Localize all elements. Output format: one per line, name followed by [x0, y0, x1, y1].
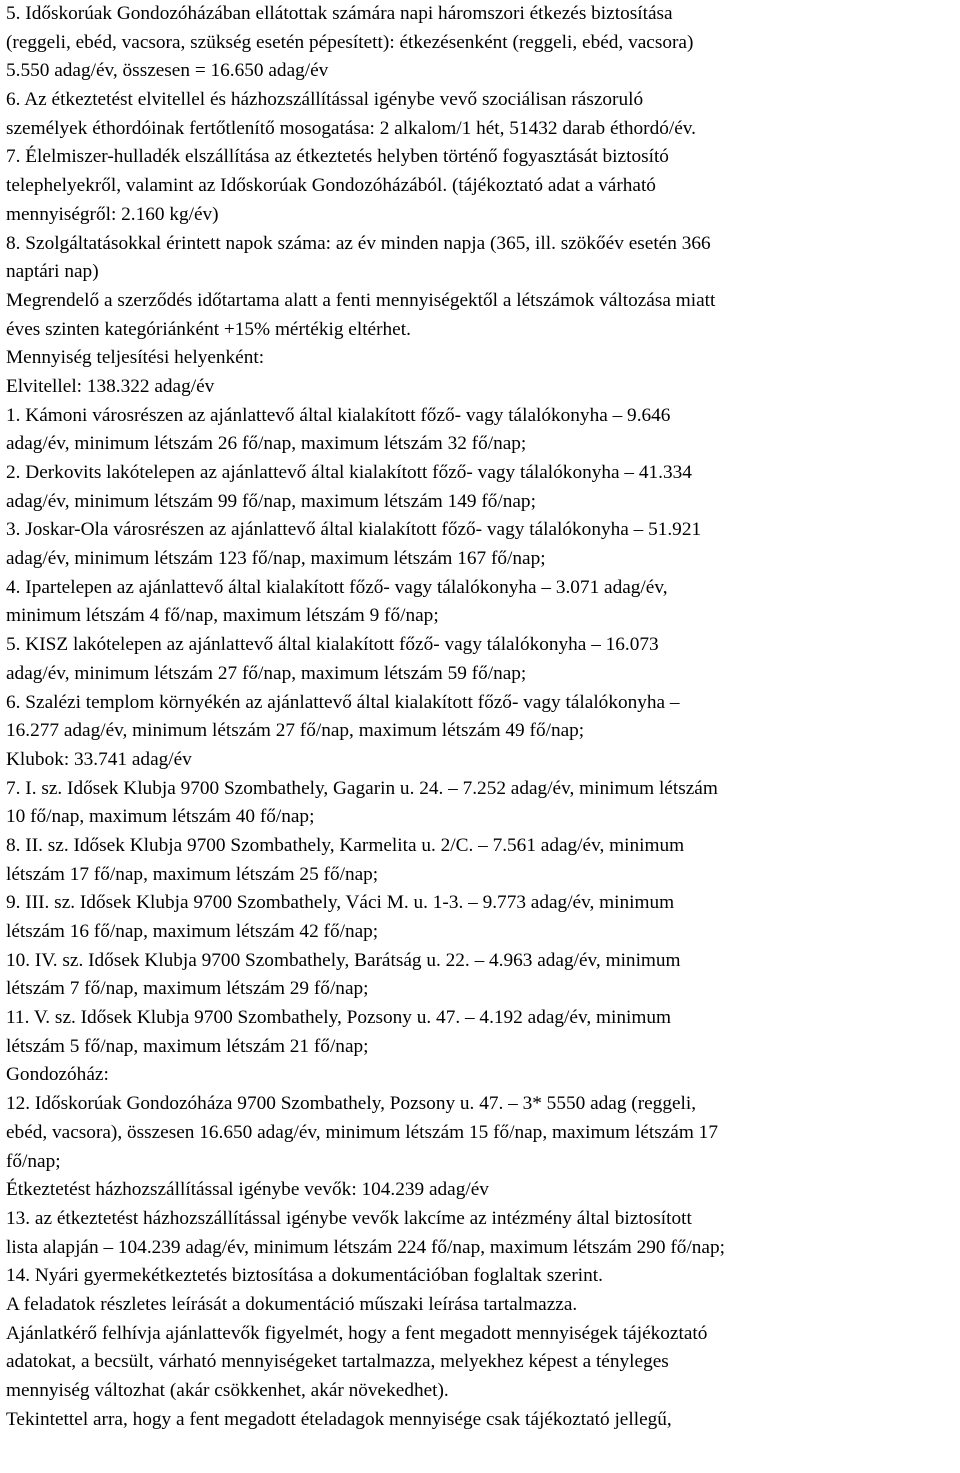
text-line: 6. Szalézi templom környékén az ajánlattevő által kialakított főző- vagy tálalókonyha – [6, 691, 680, 713]
text-line: létszám 17 fő/nap, maximum létszám 25 fő/nap; [6, 863, 379, 885]
text-line: fő/nap; [6, 1150, 61, 1172]
text-line: 3. Joskar-Ola városrészen az ajánlattevő által kialakított főző- vagy tálalókonyha – 51.921 [6, 519, 702, 541]
text-line: 4. Ipartelepen az ajánlattevő által kialakított főző- vagy tálalókonyha – 3.071 adag/év, [6, 576, 668, 598]
text-line: létszám 5 fő/nap, maximum létszám 21 fő/nap; [6, 1035, 369, 1057]
text-line: 14. Nyári gyermekétkeztetés biztosítása a dokumentációban foglaltak szerint. [6, 1265, 603, 1287]
text-line: éves szinten kategóriánként +15% mértékig eltérhet. [6, 318, 411, 340]
text-line: 6. Az étkeztetést elvitellel és házhozszállítással igénybe vevő szociálisan rászoruló [6, 89, 644, 111]
text-line: Mennyiség teljesítési helyenként: [6, 347, 265, 369]
text-line: 11. V. sz. Idősek Klubja 9700 Szombathely, Pozsony u. 47. – 4.192 adag/év, minimum [6, 1007, 671, 1029]
text-line: 16.277 adag/év, minimum létszám 27 fő/nap, maximum létszám 49 fő/nap; [6, 720, 585, 742]
text-line: naptári nap) [6, 261, 99, 283]
text-line: 7. I. sz. Idősek Klubja 9700 Szombathely, Gagarin u. 24. – 7.252 adag/év, minimum létszám [6, 777, 718, 799]
text-line: 8. II. sz. Idősek Klubja 9700 Szombathely, Karmelita u. 2/C. – 7.561 adag/év, minimum [6, 834, 685, 856]
text-line: 13. az étkeztetést házhozszállítással igénybe vevők lakcíme az intézmény által biztosított [6, 1207, 692, 1229]
text-line: telephelyekről, valamint az Időskorúak Gondozóházából. (tájékoztató adat a várható [6, 175, 656, 197]
text-line: 9. III. sz. Idősek Klubja 9700 Szombathely, Váci M. u. 1-3. – 9.773 adag/év, minimum [6, 892, 675, 914]
text-line: mennyiségről: 2.160 kg/év) [6, 203, 219, 225]
text-line: 5. Időskorúak Gondozóházában ellátottak számára napi háromszori étkezés biztosítása [6, 3, 673, 24]
text-line: 10 fő/nap, maximum létszám 40 fő/nap; [6, 806, 315, 828]
text-line: 12. Időskorúak Gondozóháza 9700 Szombathely, Pozsony u. 47. – 3* 5550 adag (reggeli, [6, 1093, 697, 1115]
text-line: Elvitellel: 138.322 adag/év [6, 375, 215, 397]
text-line: Megrendelő a szerződés időtartama alatt a fenti mennyiségektől a létszámok változása miatt [6, 289, 716, 311]
text-line: (reggeli, ebéd, vacsora, szükség esetén pépesített): étkezésenként (reggeli, ebéd, vacsora) [6, 31, 694, 53]
text-line: ebéd, vacsora), összesen 16.650 adag/év, minimum létszám 15 fő/nap, maximum létszám 17 [6, 1121, 718, 1143]
text-line: 5. KISZ lakótelepen az ajánlattevő által kialakított főző- vagy tálalókonyha – 16.073 [6, 634, 659, 656]
text-line: Ajánlatkérő felhívja ajánlattevők figyelmét, hogy a fent megadott mennyiségek tájékoztató [6, 1322, 708, 1344]
text-line: A feladatok részletes leírását a dokumentáció műszaki leírása tartalmazza. [6, 1293, 578, 1315]
text-line: 5.550 adag/év, összesen = 16.650 adag/év [6, 60, 329, 82]
text-line: Tekintettel arra, hogy a fent megadott ételadagok mennyisége csak tájékoztató jellegű, [6, 1408, 672, 1430]
text-line: személyek éthordóinak fertőtlenítő mosogatása: 2 alkalom/1 hét, 51432 darab éthordó/év. [6, 117, 696, 139]
text-line: 2. Derkovits lakótelepen az ajánlattevő által kialakított főző- vagy tálalókonyha – 41.334 [6, 462, 692, 483]
text-line: létszám 7 fő/nap, maximum létszám 29 fő/nap; [6, 978, 369, 1000]
text-line: adag/év, minimum létszám 99 fő/nap, maximum létszám 149 fő/nap; [6, 490, 536, 512]
text-line: 1. Kámoni városrészen az ajánlattevő által kialakított főző- vagy tálalókonyha – 9.646 [6, 404, 671, 426]
text-line: Gondozóház: [6, 1064, 109, 1086]
text-line: adag/év, minimum létszám 123 fő/nap, maximum létszám 167 fő/nap; [6, 548, 546, 570]
text-line: adatokat, a becsült, várható mennyiségeket tartalmazza, melyekhez képest a tényleges [6, 1351, 669, 1373]
text-line: minimum létszám 4 fő/nap, maximum létszám 9 fő/nap; [6, 605, 439, 627]
text-line: 8. Szolgáltatásokkal érintett napok száma: az év minden napja (365, ill. szökőév esetén 366 [6, 232, 711, 254]
text-line: adag/év, minimum létszám 26 fő/nap, maximum létszám 32 fő/nap; [6, 433, 527, 455]
text-line: 10. IV. sz. Idősek Klubja 9700 Szombathely, Barátság u. 22. – 4.963 adag/év, minimum [6, 949, 681, 971]
text-line: létszám 16 fő/nap, maximum létszám 42 fő/nap; [6, 921, 379, 942]
text-line: Klubok: 33.741 adag/év [6, 748, 192, 770]
text-line: lista alapján – 104.239 adag/év, minimum létszám 224 fő/nap, maximum létszám 290 fő/nap; [6, 1236, 725, 1258]
text-line: 7. Élelmiszer-hulladék elszállítása az étkeztetés helyben történő fogyasztását biztosító [6, 146, 669, 168]
text-line: mennyiség változhat (akár csökkenhet, akár növekedhet). [6, 1380, 449, 1401]
text-line: Étkeztetést házhozszállítással igénybe vevők: 104.239 adag/év [6, 1179, 489, 1201]
text-line: adag/év, minimum létszám 27 fő/nap, maximum létszám 59 fő/nap; [6, 662, 527, 684]
